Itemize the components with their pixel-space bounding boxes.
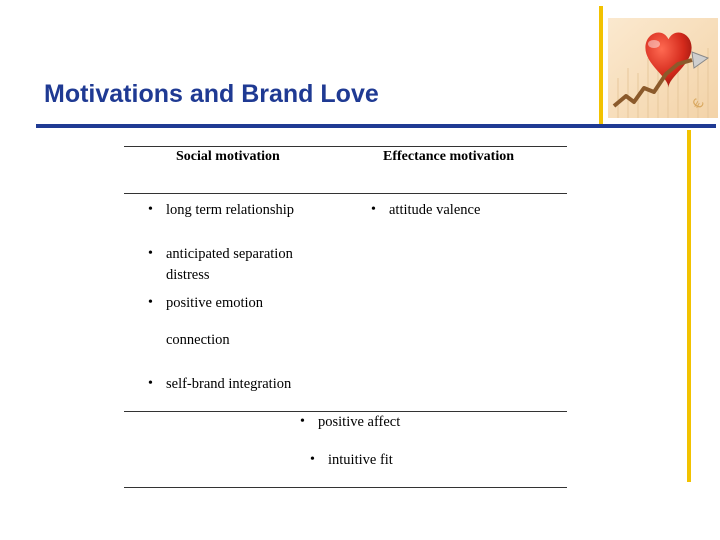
- header-effectance-motivation: Effectance motivation: [383, 149, 515, 164]
- table-bottom-rule: [124, 487, 567, 488]
- social-item: anticipated separation distress: [166, 246, 293, 283]
- bullet-marker: •: [148, 295, 153, 310]
- bullet-marker: •: [148, 246, 153, 261]
- social-item: connection: [166, 332, 230, 348]
- shared-item: intuitive fit: [328, 452, 393, 468]
- bullet-marker: •: [148, 202, 153, 217]
- gold-divider-right: [687, 130, 691, 482]
- social-item: long term relationship: [166, 202, 295, 218]
- svg-text:€: €: [689, 96, 708, 112]
- effectance-item: attitude valence: [389, 202, 481, 218]
- bullet-marker: •: [310, 452, 315, 467]
- bullet-marker: •: [300, 414, 305, 429]
- header-bottom-rule: [124, 193, 567, 194]
- heart-arrow-chart-icon: [608, 18, 718, 118]
- header-social-motivation: Social motivation: [176, 149, 280, 164]
- social-item: self-brand integration: [166, 376, 292, 392]
- social-item: positive emotion: [166, 295, 264, 311]
- table-top-rule: [124, 146, 567, 147]
- bullet-marker: •: [371, 202, 376, 217]
- title-underline: [36, 124, 716, 128]
- bullet-marker: •: [148, 376, 153, 391]
- slide-title: Motivations and Brand Love: [44, 80, 379, 108]
- shared-item: positive affect: [318, 414, 401, 430]
- gold-divider-top: [599, 6, 603, 124]
